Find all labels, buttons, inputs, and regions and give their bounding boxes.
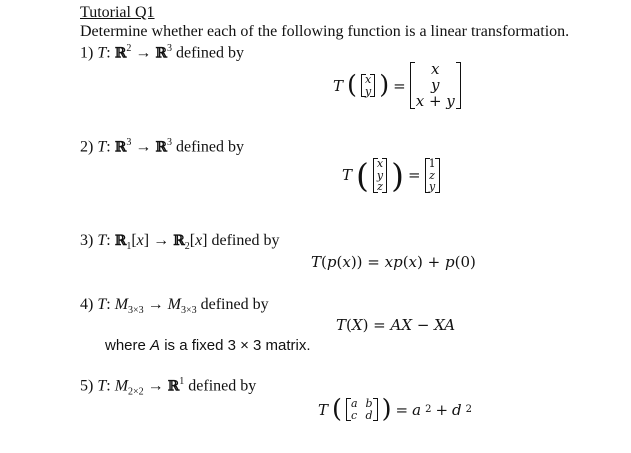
problem-5-statement: 5) T: $M_{2\times 2}$ → ℝ$^1$ defined by bbox=[80, 376, 257, 398]
problem-4-equation: T(X) = AX − XA bbox=[336, 316, 456, 334]
page-title: Tutorial Q1 bbox=[80, 4, 155, 21]
problem-5-equation: T ( a b c d ) = a 2 + d 2 bbox=[318, 394, 472, 424]
problem-2-statement: 2) T: ℝ$^3$ → ℝ$^3$ defined by bbox=[80, 137, 244, 156]
problem-1-statement: 1) T: ℝ$^2$ → ℝ$^3$ defined by bbox=[80, 43, 244, 62]
problem-4-note: where A is a fixed 3 × 3 matrix. bbox=[105, 337, 311, 354]
instructions: Determine whether each of the following function is a linear transformation. bbox=[80, 23, 570, 40]
problem-2-equation: T ( x y z ) = 1 z y bbox=[342, 158, 440, 193]
problem-4-statement: 4) T: $M_{3\times 3} \to M_{3\times 3}$ defined by bbox=[80, 296, 269, 317]
problem-3-statement: 3) T: ℝ$_1$[x] → ℝ$_2$[x] defined by bbox=[80, 232, 280, 253]
problem-3-equation: T(p(x)) = xp(x) + p(0) bbox=[311, 253, 476, 271]
problem-1-equation: T ( x y ) = x y x + y bbox=[333, 62, 461, 109]
